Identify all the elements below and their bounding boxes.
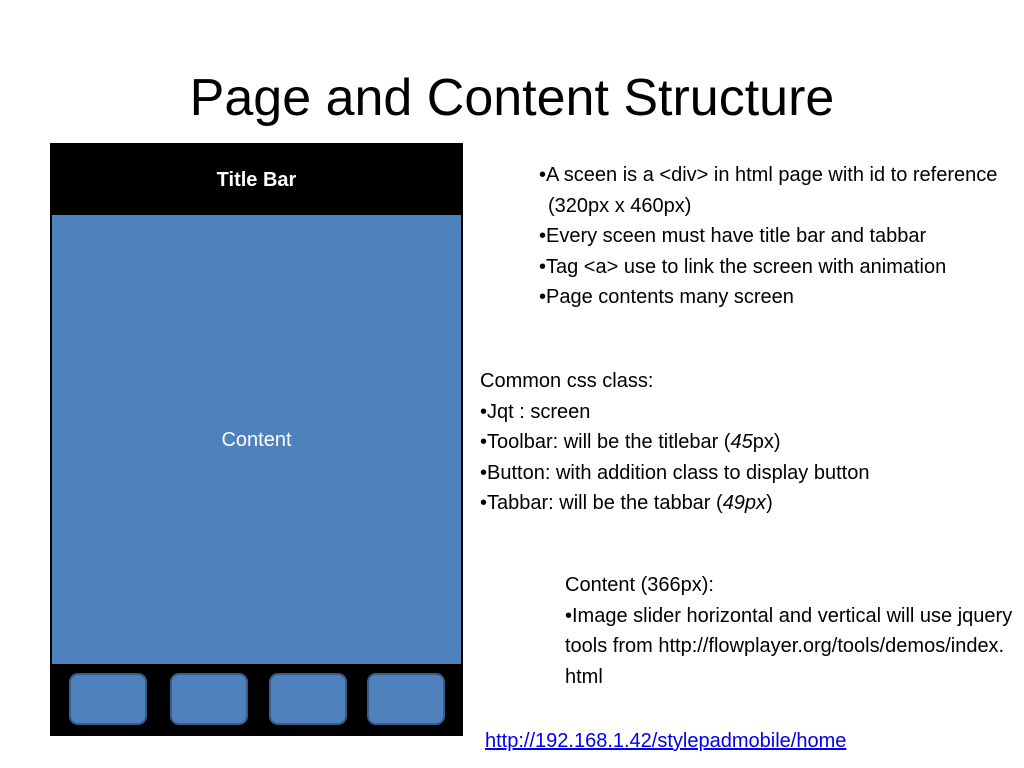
css-notes-heading: Common css class: (480, 370, 654, 392)
content-notes (565, 570, 1015, 692)
css-note-emphasis: 45 (730, 431, 753, 453)
content-label: Content (221, 429, 292, 451)
css-note-item: •Jqt : screen (480, 400, 591, 423)
title-bar-label: Title Bar (216, 168, 297, 191)
screen-note-item: •A sceen is a <div> in html page with id to reference (320px x 460px) (539, 164, 998, 217)
phone-title-bar (52, 145, 461, 215)
tab-button-3 (269, 673, 347, 725)
css-note-text: •Toolbar: will be the titlebar ( (480, 431, 731, 453)
slide-title: Page and Content Structure (189, 69, 835, 127)
content-note-text: •Image slider horizontal and vertical will use jquery tools from (565, 604, 1013, 657)
phone-content-area (52, 215, 461, 666)
phone-mockup (50, 143, 463, 736)
content-note-item (565, 601, 1015, 693)
tab-button-2 (170, 673, 248, 725)
screen-note-item: •Every sceen must have title bar and tabbar (539, 225, 927, 247)
css-note-item (480, 427, 1000, 458)
css-note-text: px) (752, 431, 781, 453)
content-notes-heading: Content (366px): (565, 574, 714, 596)
screen-note-item: •Page contents many screen (539, 286, 794, 308)
css-class-notes (480, 366, 1000, 519)
phone-tab-bar (52, 664, 461, 734)
stylepad-home-link[interactable]: http://192.168.1.42/stylepadmobile/home (485, 730, 847, 752)
content-note-url: http://flowplayer.org/tools/demos/index.html (565, 635, 1005, 688)
screen-notes (539, 160, 1008, 313)
css-note-item (480, 488, 1000, 519)
css-note-emphasis: 49px (722, 492, 767, 514)
tab-button-1 (69, 673, 147, 725)
css-note-item: •Button: with addition class to display button (480, 461, 870, 484)
css-note-text: •Tabbar: will be the tabbar ( (480, 492, 723, 514)
tab-button-4 (367, 673, 445, 725)
css-note-text: ) (766, 492, 773, 514)
screen-note-item: •Tag <a> use to link the screen with animation (539, 255, 947, 278)
